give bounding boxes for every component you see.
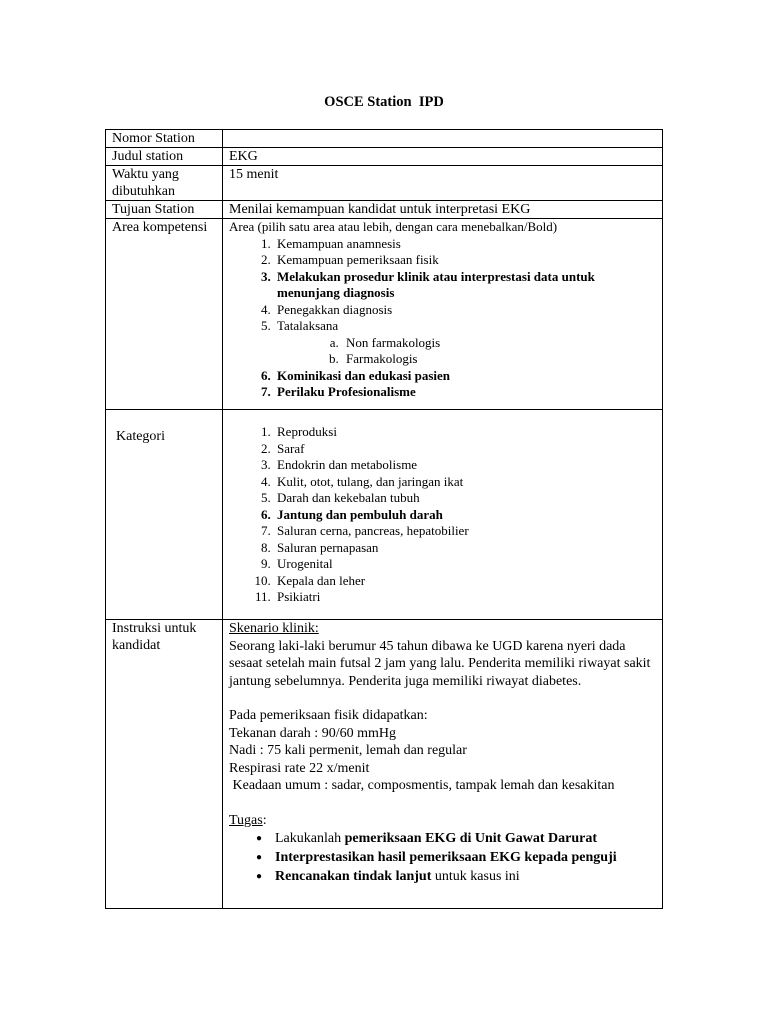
area-sub-item: a. Non farmakologis	[342, 335, 656, 352]
value-judul-station: EKG	[223, 148, 663, 166]
row-nomor-station	[106, 130, 663, 148]
task-list	[229, 829, 656, 886]
document-title: OSCE Station IPD	[324, 94, 444, 110]
task-text: Lakukanlah	[275, 831, 345, 846]
row-tujuan	[106, 201, 663, 219]
area-sub-item: b. Farmakologis	[342, 351, 656, 368]
kategori-item: 8. Saluran pernapasan	[274, 540, 656, 557]
row-judul-station	[106, 148, 663, 166]
kategori-item: 4. Kulit, otot, tulang, dan jaringan ikat	[274, 474, 656, 491]
area-item: 2. Kemampuan pemeriksaan fisik	[274, 252, 656, 269]
task-item	[275, 867, 656, 886]
label-tujuan: Tujuan Station	[106, 201, 223, 219]
task-text-bold: pemeriksaan EKG di Unit Gawat Darurat	[344, 831, 597, 846]
row-kategori	[106, 410, 663, 620]
area-item-selected: 6. Kominikasi dan edukasi pasien	[274, 368, 656, 385]
row-instruksi	[106, 620, 663, 909]
label-instruksi: Instruksi untuk kandidat	[106, 620, 223, 909]
scenario-heading: Skenario klinik:	[229, 621, 319, 636]
kategori-list	[229, 424, 656, 606]
label-kategori: Kategori	[106, 410, 223, 620]
exam-line: Keadaan umum : sadar, composmentis, tampak lemah dan kesakitan	[229, 778, 615, 793]
kategori-item: 2. Saraf	[274, 441, 656, 458]
area-item: 1. Kemampuan anamnesis	[274, 236, 656, 253]
task-item	[275, 848, 656, 867]
value-instruksi	[223, 620, 663, 909]
value-kategori	[223, 410, 663, 620]
kategori-item: 1. Reproduksi	[274, 424, 656, 441]
task-text-bold: Interprestasikan hasil pemeriksaan EKG kepada penguji	[275, 850, 617, 865]
kategori-item: 11. Psikiatri	[274, 589, 656, 606]
kategori-item: 10. Kepala dan leher	[274, 573, 656, 590]
exam-line: Tekanan darah : 90/60 mmHg	[229, 725, 396, 741]
tasks-heading-colon: :	[262, 812, 267, 828]
value-waktu: 15 menit	[223, 166, 663, 201]
area-item-selected: 7. Perilaku Profesionalisme	[274, 384, 656, 401]
kategori-item: 7. Saluran cerna, pancreas, hepatobilier	[274, 523, 656, 540]
task-text: untuk kasus ini	[431, 869, 520, 884]
area-item-selected: 3. Melakukan prosedur klinik atau interprestasi data untuk menunjang diagnosis	[274, 269, 656, 302]
osce-table	[105, 129, 663, 909]
area-item	[274, 318, 656, 368]
row-waktu	[106, 166, 663, 201]
label-waktu: Waktu yang dibutuhkan	[106, 166, 223, 201]
row-area-kompetensi	[106, 219, 663, 410]
exam-intro: Pada pemeriksaan fisik didapatkan:	[229, 708, 428, 723]
label-judul-station: Judul station	[106, 148, 223, 166]
area-intro: Area (pilih satu area atau lebih, dengan cara menebalkan/Bold)	[229, 219, 558, 234]
exam-line: Respirasi rate 22 x/menit	[229, 760, 370, 776]
tasks-heading: Tugas	[229, 812, 263, 828]
value-tujuan: Menilai kemampuan kandidat untuk interpretasi EKG	[223, 201, 663, 219]
exam-line: Nadi : 75 kali permenit, lemah dan regular	[229, 743, 467, 758]
kategori-item-selected: 6. Jantung dan pembuluh darah	[274, 507, 656, 524]
kategori-item: 9. Urogenital	[274, 556, 656, 573]
task-item	[275, 829, 656, 848]
label-area-kompetensi: Area kompetensi	[106, 219, 223, 410]
kategori-item: 3. Endokrin dan metabolisme	[274, 457, 656, 474]
value-area-kompetensi	[223, 219, 663, 410]
task-text-bold: Rencanakan tindak lanjut	[275, 869, 432, 884]
area-item: 4. Penegakkan diagnosis	[274, 302, 656, 319]
area-list	[229, 236, 656, 401]
label-nomor-station: Nomor Station	[106, 130, 223, 148]
scenario-text: Seorang laki-laki berumur 45 tahun dibawa ke UGD karena nyeri dada sesaat setelah main futsal 2 jam yang lalu. Penderita memiliki riwayat sakit jantung sebelumnya. Penderita juga memiliki riwayat diabetes.	[229, 638, 651, 689]
value-nomor-station	[223, 130, 663, 148]
area-item-label: Tatalaksana	[277, 318, 339, 333]
kategori-item: 5. Darah dan kekebalan tubuh	[274, 490, 656, 507]
tasks-heading-line	[229, 812, 656, 830]
area-sub-list	[277, 335, 656, 368]
